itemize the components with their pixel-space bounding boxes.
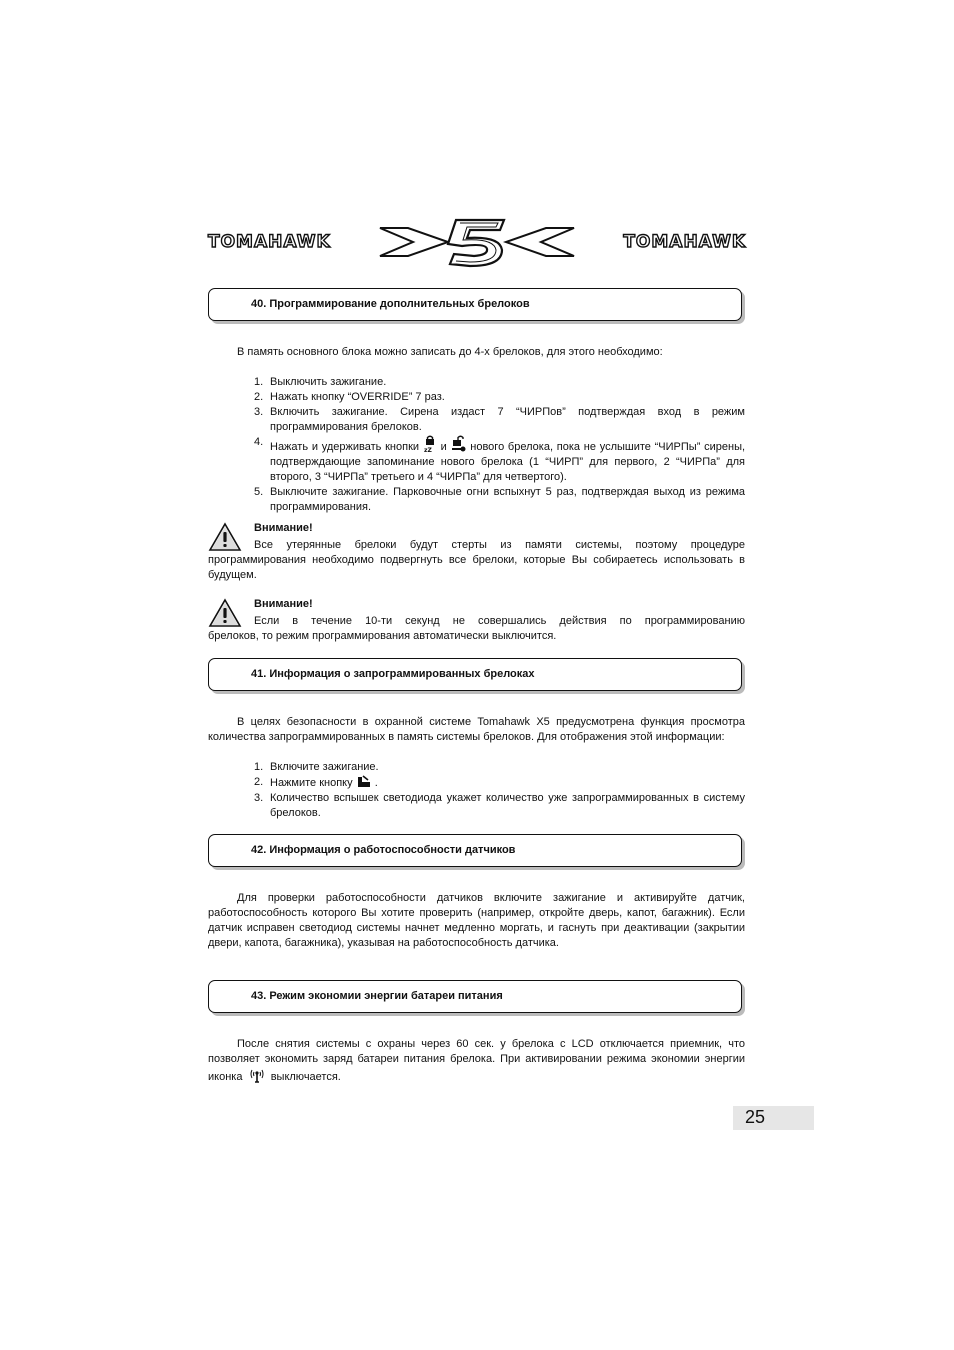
unlock-key-icon — [451, 435, 467, 453]
step-number: 2. — [254, 391, 264, 403]
section-43-body — [208, 1037, 745, 1085]
step-text: Выключите зажигание. Парковочные огни вспыхнут 5 раз, подтверждая выход из режима программирования. — [270, 486, 745, 513]
warning-triangle-icon — [208, 522, 242, 552]
section-41-steps — [254, 760, 745, 821]
section-40-title: 40. Программирование дополнительных брелоков — [251, 298, 530, 310]
step-text: Нажать и удерживать кнопки — [270, 441, 420, 453]
warning-title: Внимание! — [254, 598, 313, 610]
brand-logo — [208, 214, 746, 270]
warning-text-line1: Все утерянные брелоки будут стерты из памяти системы, поэтому процедуре — [254, 539, 745, 551]
list-item — [254, 390, 745, 405]
section-42-title: 42. Информация о работоспособности датчиков — [251, 844, 516, 856]
step-number: 1. — [254, 376, 264, 388]
step-number: 5. — [254, 486, 264, 498]
list-item — [254, 435, 745, 485]
warning-title: Внимание! — [254, 522, 313, 534]
step-number: 1. — [254, 761, 264, 773]
step-text: и — [440, 441, 447, 453]
section-40-steps — [254, 375, 745, 515]
step-text: . — [374, 777, 378, 789]
brand-name-right: TOMAHAWK — [623, 232, 746, 252]
warning-block-1 — [208, 522, 745, 584]
section-43-title: 43. Режим экономии энергии батареи питания — [251, 990, 503, 1002]
list-item — [254, 375, 745, 390]
trunk-icon — [356, 775, 372, 789]
warning-text-rest: программирования необходимо подвергнуть все брелоки, которые Вы собираетесь использовать в будущем. — [208, 554, 745, 581]
body-text: После снятия системы с охраны через 60 сек. у брелока с LCD отключается приемник, что позволяет экономить заряд батареи питания брелока. При активировании режима экономии энергии иконка — [208, 1038, 745, 1083]
list-item — [254, 760, 745, 775]
section-41-intro: В целях безопасности в охранной системе Tomahawk X5 предусмотрена функция просмотра количества запрограммированных в память системы брелоков. Для отображения этой информации: — [208, 716, 745, 743]
section-41-title: 41. Информация о запрограммированных брелоках — [251, 668, 535, 680]
step-text: Нажмите кнопку — [270, 777, 353, 789]
brand-name-left: TOMAHAWK — [208, 232, 331, 252]
step-text: Нажать кнопку “OVERRIDE” 7 раз. — [270, 391, 445, 403]
warning-triangle-icon — [208, 598, 242, 628]
step-text: Выключить зажигание. — [270, 376, 387, 388]
list-item — [254, 791, 745, 821]
step-text: нового брелока, пока не услышите “ЧИРПы” сирены, подтверждающие запоминание нового брелока (1 “ЧИРП” для первого, 2 “ЧИРПа” для второго, 3 “ЧИРПа” третьего и 4 “ЧИРПа” для четвертого). — [270, 441, 746, 483]
warning-text-rest: брелоков, то режим программирования автоматически выключится. — [208, 630, 557, 642]
antenna-icon — [249, 1067, 265, 1083]
section-42-body: Для проверки работоспособности датчиков включите зажигание и активируйте датчик, работоспособность которого Вы хотите проверить (например, откройте дверь, капот, багажник). Если датчик исправен светодиод системы начнет медленно моргать, и гаснуть при деактивации (закрытии двери, капота, багажника), указывая на работоспособность датчика. — [208, 892, 745, 949]
warning-block-2 — [208, 598, 745, 646]
page-number-badge — [733, 1106, 814, 1130]
section-42-header — [208, 834, 742, 867]
step-number: 4. — [254, 436, 264, 448]
step-number: 3. — [254, 406, 264, 418]
section-41-header — [208, 658, 742, 691]
warning-text-line1: Если в течение 10-ти секунд не совершались действия по программированию — [254, 615, 745, 627]
list-item — [254, 485, 745, 515]
step-text: Количество вспышек светодиода укажет количество уже запрограммированных в систему брелоков. — [270, 792, 745, 819]
page-number: 25 — [745, 1107, 766, 1127]
step-number: 2. — [254, 776, 264, 788]
section-43-header — [208, 980, 742, 1013]
lock-zz-icon — [423, 435, 437, 453]
section-40-intro: В память основного блока можно записать до 4-х брелоков, для этого необходимо: — [237, 346, 663, 358]
step-text: Включите зажигание. — [270, 761, 379, 773]
svg-text:zZ: zZ — [423, 447, 432, 453]
body-text: выключается. — [270, 1071, 341, 1083]
step-text: Включить зажигание. Сирена издаст 7 “ЧИРПов” подтверждая вход в режим программирования брелоков. — [270, 406, 745, 433]
section-40-header — [208, 288, 742, 321]
step-number: 3. — [254, 792, 264, 804]
list-item — [254, 405, 745, 435]
list-item — [254, 775, 745, 791]
